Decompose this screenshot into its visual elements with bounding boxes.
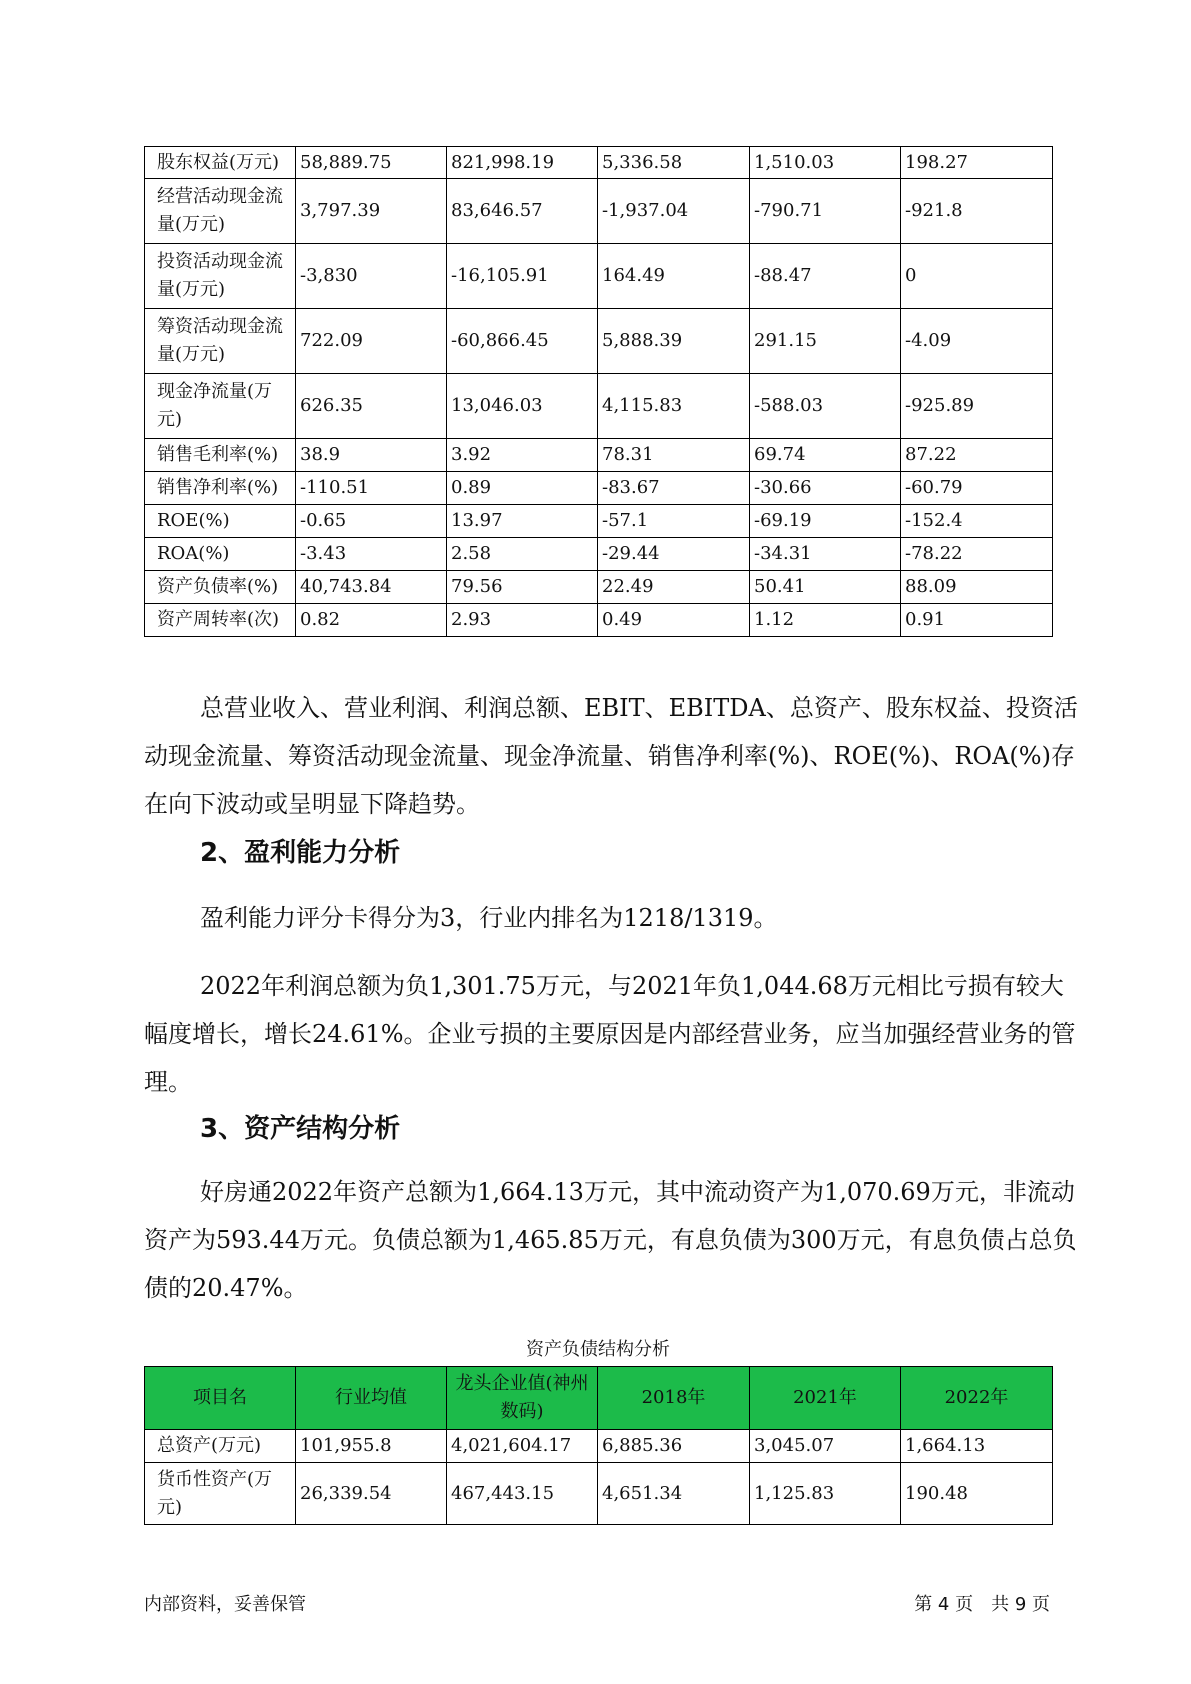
table-cell: -3,830 [296, 244, 447, 309]
table-cell: 4,115.83 [598, 374, 750, 439]
table-cell: 821,998.19 [447, 147, 598, 179]
row-label: 总资产(万元) [145, 1430, 296, 1463]
table-cell: 0.49 [598, 604, 750, 637]
row-label: 销售毛利率(%) [145, 439, 296, 472]
table-cell: 4,021,604.17 [447, 1430, 598, 1463]
table-cell: 69.74 [750, 439, 901, 472]
table-row [145, 1430, 1053, 1463]
financial-indicators-table [144, 146, 1053, 637]
row-label: 经营活动现金流量(万元) [145, 179, 296, 244]
table-cell: -4.09 [901, 309, 1053, 374]
table-row [145, 374, 1053, 439]
table-cell: -60.79 [901, 472, 1053, 505]
confidential-note: 内部资料，妥善保管 [144, 1594, 306, 1615]
table-cell: 291.15 [750, 309, 901, 374]
table-cell: -790.71 [750, 179, 901, 244]
table-cell: 3,045.07 [750, 1430, 901, 1463]
profit-loss-text: 2022年利润总额为负1,301.75万元，与2021年负1,044.68万元相比亏损有较大幅度增长，增长24.61%。企业亏损的主要原因是内部经营业务，应当加强经营业务的管理。 [144, 972, 1076, 1096]
table-cell: -921.8 [901, 179, 1053, 244]
table-row [145, 571, 1053, 604]
table-cell: 0.89 [447, 472, 598, 505]
table-cell: 87.22 [901, 439, 1053, 472]
row-label: ROE(%) [145, 505, 296, 538]
table-cell: 22.49 [598, 571, 750, 604]
table-cell: -57.1 [598, 505, 750, 538]
column-header: 2021年 [750, 1367, 901, 1430]
table-cell: 2.93 [447, 604, 598, 637]
table-row [145, 472, 1053, 505]
table-caption: 资产负债结构分析 [526, 1339, 670, 1360]
column-header: 项目名 [145, 1367, 296, 1430]
table-row [145, 505, 1053, 538]
table-row [145, 179, 1053, 244]
balance-structure-table [144, 1366, 1053, 1525]
profit-loss-paragraph [144, 962, 1084, 1106]
table-cell: -152.4 [901, 505, 1053, 538]
row-label: 资产周转率(次) [145, 604, 296, 637]
row-label: 筹资活动现金流量(万元) [145, 309, 296, 374]
table-cell: 1.12 [750, 604, 901, 637]
table-cell: 13.97 [447, 505, 598, 538]
trend-summary-text: 总营业收入、营业利润、利润总额、EBIT、EBITDA、总资产、股东权益、投资活动现金流量、筹资活动现金流量、现金净流量、销售净利率(%)、ROE(%)、ROA(%)存在向下波动或呈明显下降趋势。 [144, 694, 1078, 818]
section-heading-asset-structure: 3、资产结构分析 [200, 1114, 401, 1144]
table-cell: 1,125.83 [750, 1463, 901, 1525]
row-label: 投资活动现金流量(万元) [145, 244, 296, 309]
table-header-row [145, 1367, 1053, 1430]
table-row [145, 604, 1053, 637]
profitability-score-paragraph [144, 894, 1084, 942]
table-cell: 26,339.54 [296, 1463, 447, 1525]
table-cell: -29.44 [598, 538, 750, 571]
profitability-score-text: 盈利能力评分卡得分为3，行业内排名为1218/1319。 [200, 904, 778, 932]
table-row [145, 147, 1053, 179]
table-cell: -88.47 [750, 244, 901, 309]
table-cell: 2.58 [447, 538, 598, 571]
column-header: 龙头企业值(神州数码) [447, 1367, 598, 1430]
trend-summary-paragraph [144, 684, 1084, 828]
table-cell: -925.89 [901, 374, 1053, 439]
table-cell: 79.56 [447, 571, 598, 604]
table-cell: 6,885.36 [598, 1430, 750, 1463]
table-row [145, 538, 1053, 571]
table-cell: 0.82 [296, 604, 447, 637]
table-cell: 190.48 [901, 1463, 1053, 1525]
table-cell: 0.91 [901, 604, 1053, 637]
row-label: 货币性资产(万元) [145, 1463, 296, 1525]
table-cell: 1,664.13 [901, 1430, 1053, 1463]
table-row [145, 1463, 1053, 1525]
table-cell: -30.66 [750, 472, 901, 505]
asset-structure-text: 好房通2022年资产总额为1,664.13万元，其中流动资产为1,070.69万元，非流动资产为593.44万元。负债总额为1,465.85万元，有息负债为300万元，有息负债占总负债的20.47%。 [144, 1178, 1077, 1302]
table-cell: 5,888.39 [598, 309, 750, 374]
table-cell: 88.09 [901, 571, 1053, 604]
table-cell: -3.43 [296, 538, 447, 571]
table-cell: 164.49 [598, 244, 750, 309]
table-cell: 38.9 [296, 439, 447, 472]
table-cell: 13,046.03 [447, 374, 598, 439]
table-cell: -16,105.91 [447, 244, 598, 309]
table-cell: -1,937.04 [598, 179, 750, 244]
table-cell: -78.22 [901, 538, 1053, 571]
table-row [145, 439, 1053, 472]
table-cell: -588.03 [750, 374, 901, 439]
table-cell: 5,336.58 [598, 147, 750, 179]
table-cell: -110.51 [296, 472, 447, 505]
table-cell: 101,955.8 [296, 1430, 447, 1463]
table-cell: 78.31 [598, 439, 750, 472]
table-cell: 4,651.34 [598, 1463, 750, 1525]
table-row [145, 309, 1053, 374]
table-row [145, 244, 1053, 309]
row-label: ROA(%) [145, 538, 296, 571]
column-header: 2018年 [598, 1367, 750, 1430]
table-cell: 0 [901, 244, 1053, 309]
table-cell: 722.09 [296, 309, 447, 374]
table-cell: 3.92 [447, 439, 598, 472]
table-cell: 83,646.57 [447, 179, 598, 244]
table-cell: -34.31 [750, 538, 901, 571]
table-cell: 50.41 [750, 571, 901, 604]
row-label: 资产负债率(%) [145, 571, 296, 604]
table-cell: 626.35 [296, 374, 447, 439]
table-cell: -83.67 [598, 472, 750, 505]
table-cell: 58,889.75 [296, 147, 447, 179]
row-label: 股东权益(万元) [145, 147, 296, 179]
table-cell: -69.19 [750, 505, 901, 538]
table-cell: -0.65 [296, 505, 447, 538]
table-cell: -60,866.45 [447, 309, 598, 374]
row-label: 现金净流量(万元) [145, 374, 296, 439]
column-header: 2022年 [901, 1367, 1053, 1430]
asset-structure-paragraph [144, 1168, 1084, 1312]
table-cell: 467,443.15 [447, 1463, 598, 1525]
table-cell: 198.27 [901, 147, 1053, 179]
table-cell: 3,797.39 [296, 179, 447, 244]
section-heading-profitability: 2、盈利能力分析 [200, 838, 401, 868]
column-header: 行业均值 [296, 1367, 447, 1430]
table-cell: 1,510.03 [750, 147, 901, 179]
table-cell: 40,743.84 [296, 571, 447, 604]
page-number: 第 4 页 共 9 页 [914, 1594, 1050, 1615]
row-label: 销售净利率(%) [145, 472, 296, 505]
